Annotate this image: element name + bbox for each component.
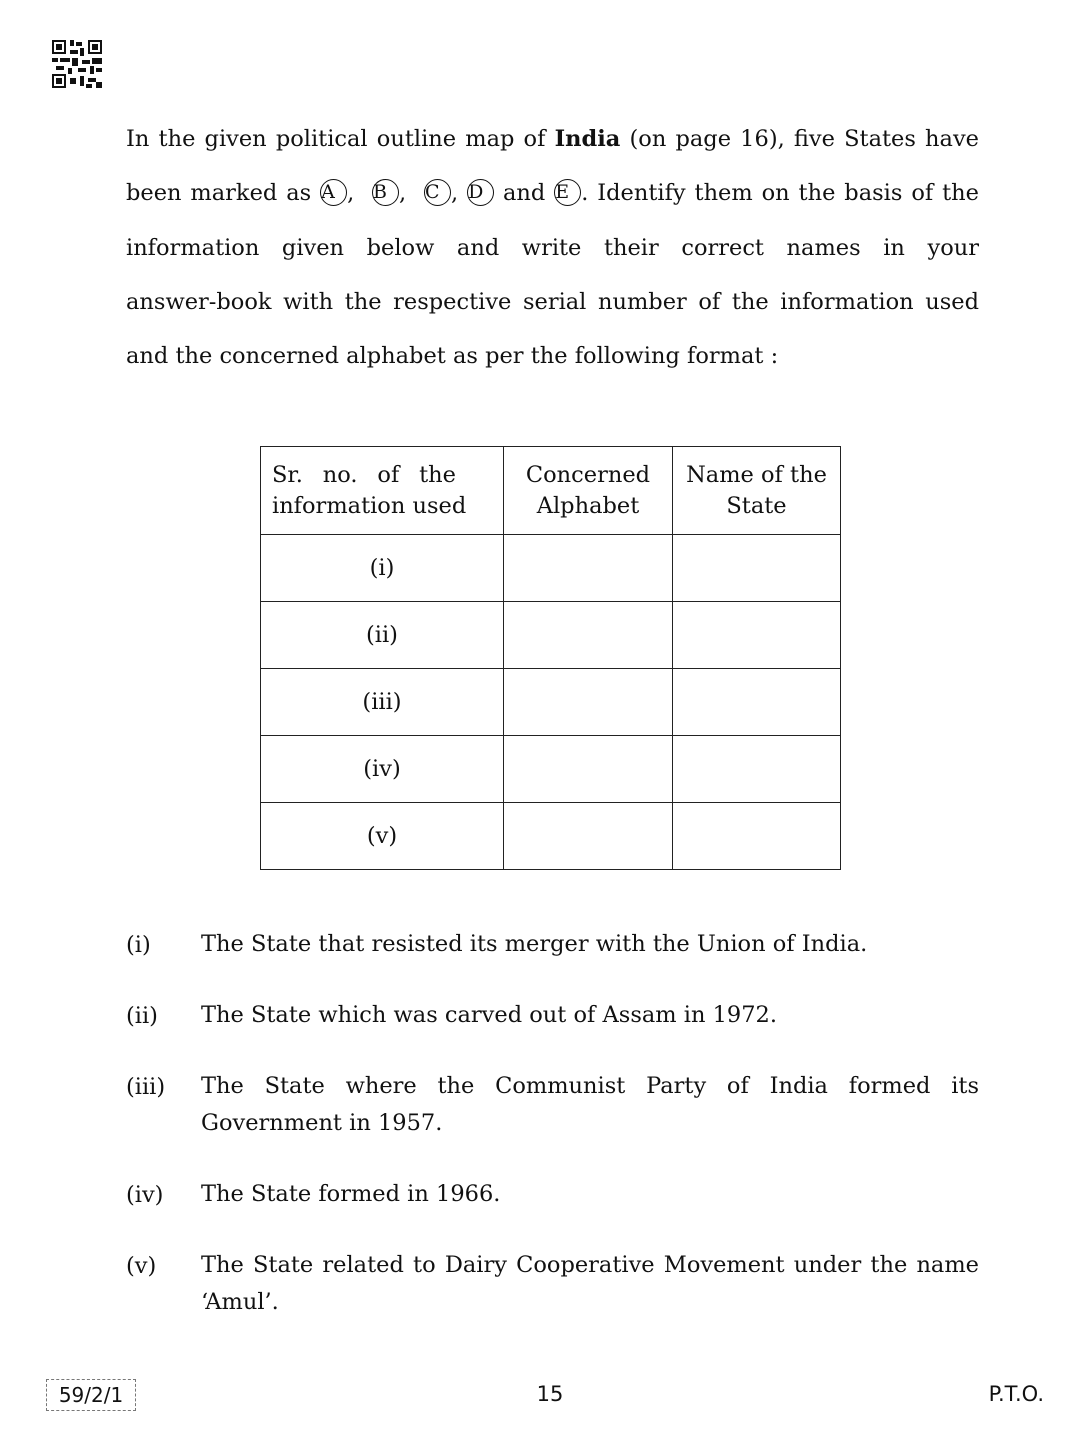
qr-code-icon bbox=[52, 40, 102, 88]
intro-text: In the given political outline map of bbox=[126, 126, 555, 152]
state-cell bbox=[673, 736, 841, 803]
paper-code: 59/2/1 bbox=[46, 1379, 136, 1411]
item-number: (iii) bbox=[126, 1074, 166, 1100]
table-row bbox=[261, 535, 841, 602]
comma: , bbox=[399, 180, 407, 207]
item-text bbox=[201, 1068, 979, 1142]
header-concerned-alphabet bbox=[504, 447, 673, 535]
comma: , bbox=[347, 180, 355, 207]
item-text bbox=[201, 1176, 979, 1213]
header-line: Sr. no. of the bbox=[272, 461, 456, 488]
state-cell bbox=[673, 535, 841, 602]
header-line: information used bbox=[272, 492, 467, 519]
item-number: (iv) bbox=[126, 1182, 164, 1208]
intro-bold-india: India bbox=[554, 126, 621, 152]
item-text bbox=[201, 926, 979, 963]
alphabet-cell bbox=[504, 535, 673, 602]
header-line: Concerned bbox=[525, 461, 651, 488]
marker-e: E bbox=[554, 179, 581, 206]
item-line: The State related to Dairy Cooperative Movement under the name bbox=[201, 1252, 979, 1278]
item-line: ‘Amul’. bbox=[201, 1289, 279, 1315]
intro-line-4: answer-book with the respective serial number of the information used bbox=[126, 288, 979, 315]
intro-line-5: and the concerned alphabet as per the following format : bbox=[126, 343, 779, 370]
row-number: (i) bbox=[261, 535, 504, 602]
item-number: (v) bbox=[126, 1253, 157, 1279]
item-number: (i) bbox=[126, 932, 151, 958]
intro-text: and bbox=[502, 180, 546, 207]
marker-d: D bbox=[467, 179, 494, 206]
row-number: (iii) bbox=[261, 669, 504, 736]
comma: , bbox=[451, 180, 459, 207]
intro-line-3: information given below and write their correct names in your bbox=[126, 234, 979, 261]
intro-paragraph bbox=[126, 112, 979, 383]
table-row bbox=[261, 803, 841, 870]
alphabet-cell bbox=[504, 803, 673, 870]
state-cell bbox=[673, 602, 841, 669]
intro-text: been marked as bbox=[126, 180, 321, 207]
table-row bbox=[261, 602, 841, 669]
item-text bbox=[201, 1247, 979, 1321]
row-number: (iv) bbox=[261, 736, 504, 803]
header-line: State bbox=[726, 492, 787, 519]
alphabet-cell bbox=[504, 669, 673, 736]
header-sr-no bbox=[261, 447, 504, 535]
item-line: Government in 1957. bbox=[201, 1110, 443, 1136]
item-text bbox=[201, 997, 979, 1034]
item-line: The State formed in 1966. bbox=[201, 1181, 501, 1207]
item-line: The State where the Communist Party of India formed its bbox=[201, 1073, 979, 1099]
item-line: The State that resisted its merger with the Union of India. bbox=[201, 931, 868, 957]
pto-label: P.T.O. bbox=[988, 1382, 1044, 1406]
marker-a: A bbox=[320, 179, 347, 206]
marker-b: B bbox=[372, 179, 399, 206]
row-number: (ii) bbox=[261, 602, 504, 669]
marker-c: C bbox=[424, 179, 451, 206]
alphabet-cell bbox=[504, 602, 673, 669]
header-line: Alphabet bbox=[536, 492, 640, 519]
table-row bbox=[261, 669, 841, 736]
item-line: The State which was carved out of Assam in 1972. bbox=[201, 1002, 778, 1028]
state-cell bbox=[673, 669, 841, 736]
intro-line-1 bbox=[126, 112, 979, 166]
answer-format-table bbox=[260, 446, 841, 870]
intro-text: (on page 16), five States have bbox=[620, 126, 979, 152]
header-state-name bbox=[673, 447, 841, 535]
item-number: (ii) bbox=[126, 1003, 158, 1029]
state-cell bbox=[673, 803, 841, 870]
header-line: Name of the bbox=[686, 461, 827, 488]
intro-text: . Identify them on the basis of the bbox=[581, 180, 979, 207]
intro-line-2 bbox=[126, 166, 979, 220]
table-header-row bbox=[261, 447, 841, 535]
page-number: 15 bbox=[536, 1382, 564, 1406]
table-row bbox=[261, 736, 841, 803]
row-number: (v) bbox=[261, 803, 504, 870]
alphabet-cell bbox=[504, 736, 673, 803]
